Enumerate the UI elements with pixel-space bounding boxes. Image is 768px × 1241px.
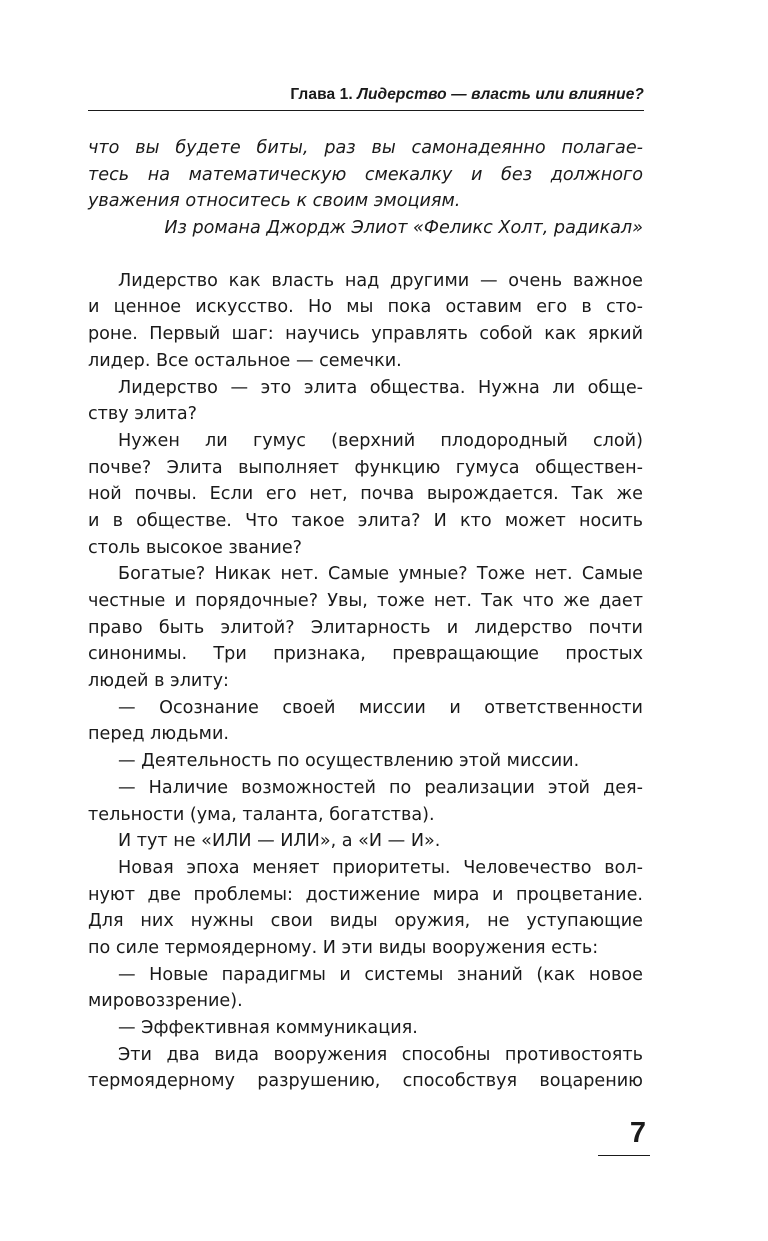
- text-line: роне. Первый шаг: научись управлять собой как яркий: [88, 324, 643, 345]
- text-line: перед людьми.: [88, 724, 229, 745]
- page-content: [88, 135, 643, 1095]
- epigraph-source: Из романа Джордж Элиот «Феликс Холт, радикал»: [164, 218, 643, 239]
- header-chapter: Глава 1.: [290, 86, 353, 103]
- text-line: почве? Элита выполняет функцию гумуса обществен-: [88, 457, 643, 478]
- text-line: нуют две проблемы: достижение мира и процветание.: [88, 884, 643, 905]
- text-line: и в обществе. Что такое элита? И кто может носить: [88, 510, 643, 531]
- text-line: Новая эпоха меняет приоритеты. Человечество вол-: [118, 857, 643, 878]
- text-line: Лидерство как власть над другими — очень важное: [118, 270, 643, 291]
- text-line: Богатые? Никак нет. Самые умные? Тоже нет. Самые: [118, 564, 643, 585]
- text-line: столь высокое звание?: [88, 537, 303, 558]
- text-line: — Эффективная коммуникация.: [118, 1018, 418, 1038]
- text-line: людей в элиту:: [88, 671, 229, 692]
- text-line: право быть элитой? Элитарность и лидерство почти: [88, 617, 643, 638]
- page-number: 7: [629, 1117, 646, 1149]
- running-header: [88, 84, 644, 111]
- header-title: Лидерство — власть или влияние?: [357, 86, 644, 103]
- text-line: по силе термоядерному. И эти виды вооружения есть:: [88, 937, 599, 958]
- text-line: — Осознание своей миссии и ответственности: [118, 697, 643, 718]
- text-line: синонимы. Три признака, превращающие простых: [88, 644, 643, 665]
- epigraph-line: тесь на математическую смекалку и без должного: [88, 164, 643, 185]
- epigraph-line: уважения относитесь к своим эмоциям.: [88, 191, 461, 212]
- epigraph: [88, 135, 643, 242]
- text-line: — Новые парадигмы и системы знаний (как новое: [118, 964, 643, 985]
- text-line: честные и порядочные? Увы, тоже нет. Так что же дает: [88, 591, 643, 611]
- text-line: Нужен ли гумус (верхний плодородный слой): [118, 430, 643, 451]
- text-line: Для них нужны свои виды оружия, не уступающие: [88, 911, 643, 932]
- text-line: ству элита?: [88, 404, 197, 425]
- text-line: Эти два вида вооружения способны противостоять: [118, 1044, 643, 1065]
- text-line: — Наличие возможностей по реализации этой дея-: [118, 777, 643, 798]
- text-line: мировоззрение).: [88, 991, 243, 1012]
- text-line: термоядерному разрушению, способствуя воцарению: [88, 1071, 643, 1092]
- page-number-rule: [598, 1155, 650, 1156]
- body-text: [88, 268, 643, 1095]
- text-line: Лидерство — это элита общества. Нужна ли обще-: [118, 377, 643, 398]
- text-line: лидер. Все остальное — семечки.: [88, 350, 402, 371]
- text-line: ной почвы. Если его нет, почва вырождается. Так же: [88, 484, 643, 505]
- text-line: И тут не «ИЛИ — ИЛИ», а «И — И».: [118, 831, 441, 852]
- text-line: — Деятельность по осуществлению этой миссии.: [118, 751, 580, 772]
- text-line: и ценное искусство. Но мы пока оставим его в сто-: [88, 297, 643, 318]
- text-line: тельности (ума, таланта, богатства).: [88, 804, 435, 825]
- epigraph-line: что вы будете биты, раз вы самонадеянно полагае-: [88, 138, 643, 158]
